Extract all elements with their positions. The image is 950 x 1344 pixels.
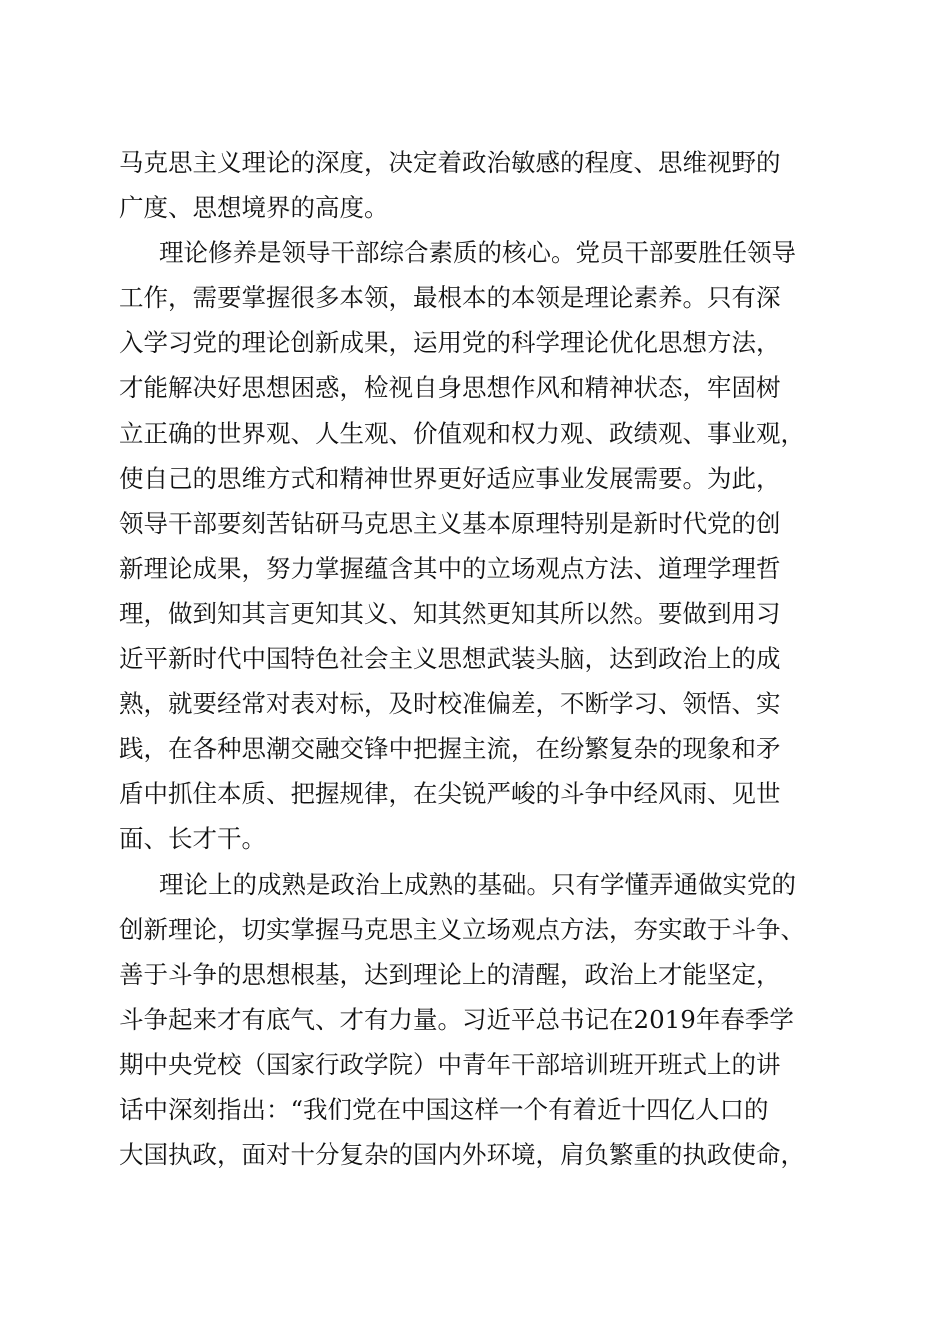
paragraph-start-line: 理论修养是领导干部综合素质的核心。党员干部要胜任领导	[159, 238, 796, 268]
text-line: 盾中抓住本质、把握规律，在尖锐严峻的斗争中经风雨、见世	[119, 779, 781, 809]
text-line: 使自己的思维方式和精神世界更好适应事业发展需要。为此，	[119, 463, 781, 493]
text-line: 熟，就要经常对表对标，及时校准偏差，不断学习、领悟、实	[119, 689, 781, 719]
text-line: 新理论成果，努力掌握蕴含其中的立场观点方法、道理学理哲	[119, 553, 781, 583]
text-line: 斗争起来才有底气、才有力量。习近平总书记在2019年春季学	[119, 1004, 794, 1034]
text-line: 近平新时代中国特色社会主义思想武装头脑，达到政治上的成	[119, 644, 781, 674]
text-line: 善于斗争的思想根基，达到理论上的清醒，政治上才能坚定，	[119, 959, 781, 989]
text-line: 才能解决好思想困惑，检视自身思想作风和精神状态，牢固树	[119, 373, 781, 403]
text-line: 大国执政，面对十分复杂的国内外环境，肩负繁重的执政使命，	[119, 1140, 805, 1170]
text-line: 广度、思想境界的高度。	[119, 193, 389, 223]
paragraph-start-line: 理论上的成熟是政治上成熟的基础。只有学懂弄通做实党的	[159, 869, 796, 899]
text-line: 践，在各种思潮交融交锋中把握主流，在纷繁复杂的现象和矛	[119, 734, 781, 764]
text-line: 领导干部要刻苦钻研马克思主义基本原理特别是新时代党的创	[119, 508, 781, 538]
text-line: 理，做到知其言更知其义、知其然更知其所以然。要做到用习	[119, 598, 781, 628]
text-line: 话中深刻指出：“我们党在中国这样一个有着近十四亿人口的	[119, 1094, 769, 1124]
text-line: 期中央党校（国家行政学院）中青年干部培训班开班式上的讲	[119, 1049, 781, 1079]
text-line: 入学习党的理论创新成果，运用党的科学理论优化思想方法，	[119, 328, 781, 358]
text-line: 立正确的世界观、人生观、价值观和权力观、政绩观、事业观，	[119, 418, 805, 448]
text-line: 创新理论，切实掌握马克思主义立场观点方法，夯实敢于斗争、	[119, 914, 805, 944]
body-text	[119, 140, 839, 1177]
text-line: 马克思主义理论的深度，决定着政治敏感的程度、思维视野的	[119, 148, 781, 177]
text-line: 工作，需要掌握很多本领，最根本的本领是理论素养。只有深	[119, 283, 781, 313]
text-line: 面、长才干。	[119, 824, 266, 854]
